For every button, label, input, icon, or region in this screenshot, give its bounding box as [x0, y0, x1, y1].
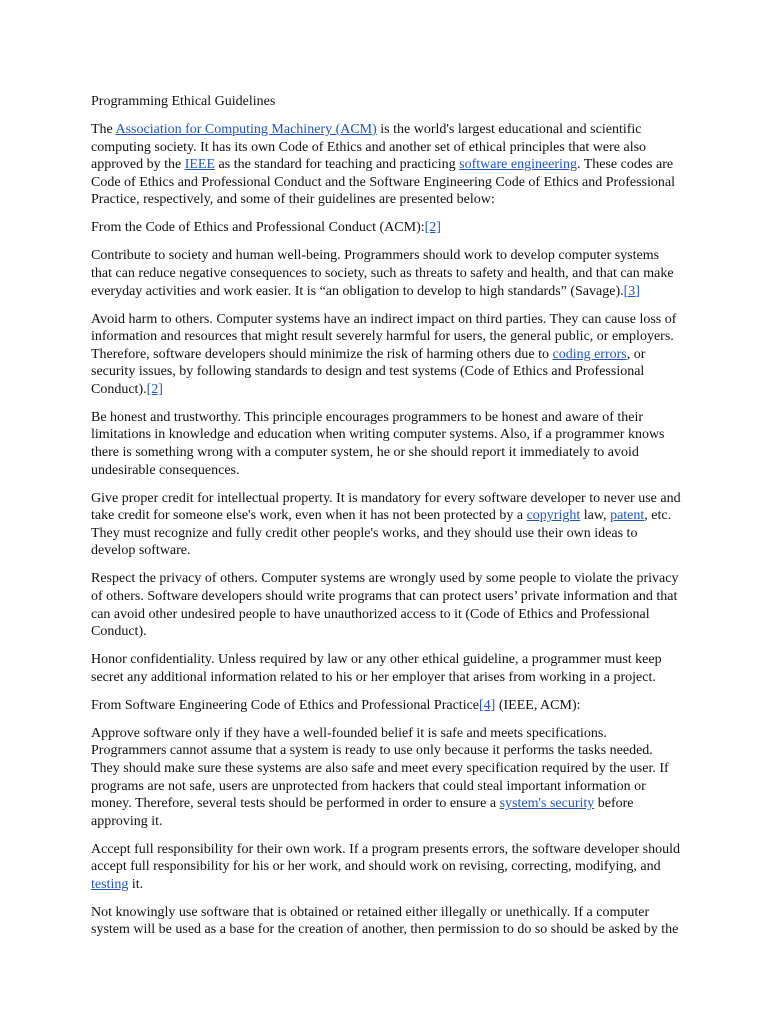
reference-3-link[interactable]: [3]: [623, 283, 640, 299]
acm-code-heading: [91, 219, 683, 237]
accept-text-1: Accept full responsibility for their own work. If a program presents errors, the software developer should accept full responsibility for his or her work, and should work on revising, correcting, modifying, and: [91, 841, 680, 875]
contribute-text: Contribute to society and human well-being. Programmers should work to develop computer systems that can reduce negative consequences to society, such as threats to safety and health, and that can make everyday activities and work easier. It is “an obligation to develop to high standards” (Savage).: [91, 248, 674, 299]
testing-link[interactable]: testing: [91, 876, 129, 892]
approve-paragraph: [91, 725, 683, 831]
ieee-link[interactable]: IEEE: [184, 157, 216, 173]
software-engineering-code-heading: [91, 697, 683, 715]
approve-text-2: before approving it.: [91, 796, 634, 829]
intro-text-1: The: [91, 121, 116, 137]
confidentiality-paragraph: Honor confidentiality. Unless required by law or any other ethical guideline, a programmer must keep secret any additional information related to his or her employer that arises from working in a project.: [91, 652, 662, 685]
reference-2-link[interactable]: [2]: [146, 381, 163, 397]
credit-paragraph: [91, 490, 683, 560]
se-heading-text-1: From Software Engineering Code of Ethics and Professional Practice: [91, 697, 480, 713]
se-heading-text-2: (IEEE, ACM):: [495, 697, 581, 713]
reference-2-link[interactable]: [2]: [424, 220, 441, 236]
accept-paragraph: [91, 841, 683, 894]
avoid-harm-text-2: , or security issues, by following standards to design and test systems (Code of Ethics and Professional Conduct).: [91, 346, 646, 397]
intro-paragraph: [91, 121, 683, 209]
accept-text-2: it.: [128, 876, 144, 892]
credit-text-1: Give proper credit for intellectual property. It is mandatory for every software developer to never use and take credit for someone else's work, even when it has not been protected by a: [91, 490, 681, 524]
acm-link[interactable]: Association for Computing Machinery (ACM): [115, 121, 377, 137]
page-title: Programming Ethical Guidelines: [91, 94, 276, 109]
contribute-paragraph: [91, 247, 683, 300]
privacy-paragraph: Respect the privacy of others. Computer systems are wrongly used by some people to violate the privacy of others. Software developers should write programs that can protect users’ private information and that can avoid other undesired people to have unauthorized access to it (Code of Ethics and Professional Conduct).: [91, 571, 679, 640]
intro-text-2: is the world's largest educational and scientific computing society. It has its own Code of Ethics and another set of ethical principles that were also approved by the: [91, 121, 647, 173]
not-knowingly-paragraph: Not knowingly use software that is obtained or retained either illegally or unethically. If a computer system will be used as a base for the creation of another, then permission to do so should be asked by the: [91, 904, 679, 938]
credit-text-2: law,: [580, 508, 611, 524]
patent-link[interactable]: patent: [610, 508, 645, 524]
approve-text-1: Approve software only if they have a well-founded belief it is safe and meets specifications. Programmers cannot assume that a system is ready to use only because it performs the tasks needed. They should make sure these systems are also safe and meet every specification required by the user. If programs are not safe, users are unprotected from hackers that could steal important information or money. Therefore, several tests should be performed in order to ensure a: [91, 725, 669, 812]
document-body: [91, 93, 683, 949]
intro-text-3: as the standard for teaching and practicing: [215, 157, 460, 173]
credit-text-3: , etc. They must recognize and fully credit other people's works, and they should use their own ideas to develop software.: [91, 508, 672, 559]
software-engineering-link[interactable]: software engineering: [459, 157, 577, 173]
avoid-harm-paragraph: [91, 311, 683, 399]
reference-4-link[interactable]: [4]: [479, 697, 496, 713]
acm-code-heading-text: From the Code of Ethics and Professional Conduct (ACM):: [91, 220, 425, 236]
intro-text-4: . These codes are Code of Ethics and Professional Conduct and the Software Engineering Code of Ethics and Professional Practice, respectively, and some of their guidelines are presented below:: [91, 157, 675, 208]
systems-security-link[interactable]: system's security: [499, 796, 595, 812]
honest-paragraph: Be honest and trustworthy. This principle encourages programmers to be honest and aware of their limitations in knowledge and education when writing computer systems. Also, if a programmer knows there is something wrong with a computer system, he or she should report it immediately to avoid undesirable consequences.: [91, 409, 665, 478]
coding-errors-link[interactable]: coding errors: [552, 346, 627, 362]
copyright-link[interactable]: copyright: [526, 508, 581, 524]
avoid-harm-text-1: Avoid harm to others. Computer systems have an indirect impact on third parties. They can cause loss of information and resources that might result severely harmful for users, the general public, or employers. Therefore, software developers should minimize the risk of harming others due to: [91, 311, 677, 362]
